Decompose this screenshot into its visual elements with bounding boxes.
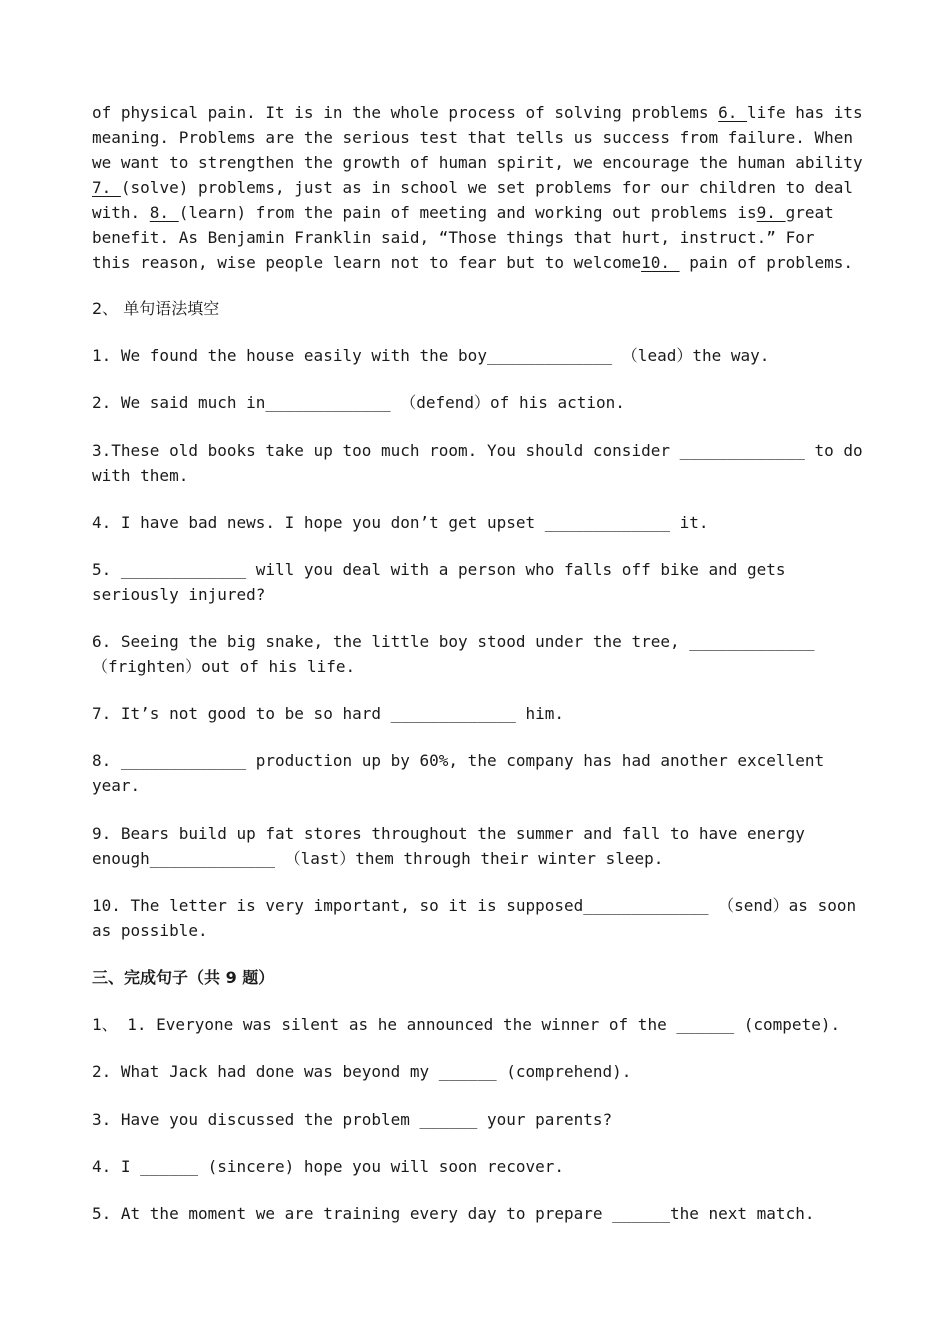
question-text: 4. I have bad news. I hope you don’t get upset _____________ it. — [92, 513, 709, 532]
text: with. — [92, 203, 150, 222]
passage-line: benefit. As Benjamin Franklin said, “Those things that hurt, instruct.” For — [92, 228, 815, 247]
question-text: year. — [92, 776, 141, 795]
question-text: 1、 1. Everyone was silent as he announced the winner of the ______ (compete). — [92, 1015, 841, 1034]
question-2-3 — [92, 438, 882, 488]
question-text: 5. At the moment we are training every day to prepare ______the next match. — [92, 1204, 815, 1223]
question-text: enough_____________ （last）them through their winter sleep. — [92, 849, 664, 868]
question-text: 7. It’s not good to be so hard _____________ him. — [92, 704, 565, 723]
question-3-4 — [92, 1154, 882, 1179]
heading-text: 三、完成句子（共 9 题） — [92, 968, 275, 987]
question-2-2 — [92, 390, 882, 415]
question-2-1 — [92, 343, 882, 368]
question-3-2 — [92, 1059, 882, 1084]
question-2-4 — [92, 510, 882, 535]
blank-6: 6. — [718, 103, 748, 122]
section-2-heading — [92, 296, 882, 321]
question-text: with them. — [92, 466, 189, 485]
question-2-10 — [92, 893, 882, 943]
text: (solve) problems, just as in school we set problems for our children to deal — [120, 178, 853, 197]
text: pain of problems. — [679, 253, 853, 272]
question-text: 4. I ______ (sincere) hope you will soon recover. — [92, 1157, 565, 1176]
passage-line: we want to strengthen the growth of human spirit, we encourage the human ability — [92, 153, 863, 172]
question-2-7 — [92, 701, 882, 726]
passage-line — [92, 175, 882, 200]
question-text: 8. _____________ production up by 60%, the company has had another excellent — [92, 751, 825, 770]
question-text: seriously injured? — [92, 585, 266, 604]
question-2-5 — [92, 557, 882, 607]
blank-8: 8. — [149, 203, 179, 222]
heading-text: 2、 单句语法填空 — [92, 299, 220, 318]
passage-line — [92, 100, 882, 125]
question-text: 3.These old books take up too much room. You should consider _____________ to do — [92, 441, 863, 460]
text: great — [785, 203, 834, 222]
text: of physical pain. It is in the whole process of solving problems — [92, 103, 719, 122]
question-text: 2. We said much in_____________ （defend）of his action. — [92, 393, 625, 412]
question-3-3 — [92, 1107, 882, 1132]
text: this reason, wise people learn not to fear but to welcome — [92, 253, 642, 272]
question-text: 2. What Jack had done was beyond my ______ (comprehend). — [92, 1062, 632, 1081]
text: (learn) from the pain of meeting and working out problems is — [178, 203, 757, 222]
section-3-heading — [92, 965, 882, 990]
question-text: 9. Bears build up fat stores throughout the summer and fall to have energy — [92, 824, 805, 843]
question-2-8 — [92, 748, 882, 798]
question-2-6 — [92, 629, 882, 679]
passage-line: meaning. Problems are the serious test that tells us success from failure. When — [92, 128, 853, 147]
question-text: 10. The letter is very important, so it is supposed_____________ （send）as soon — [92, 896, 857, 915]
question-text: 6. Seeing the big snake, the little boy stood under the tree, _____________ — [92, 632, 815, 651]
question-2-9 — [92, 821, 882, 871]
question-text: as possible. — [92, 921, 208, 940]
question-text: 1. We found the house easily with the boy_____________ （lead）the way. — [92, 346, 770, 365]
question-text: 5. _____________ will you deal with a person who falls off bike and gets — [92, 560, 786, 579]
cloze-passage — [92, 100, 882, 275]
question-text: 3. Have you discussed the problem ______ your parents? — [92, 1110, 613, 1129]
blank-9: 9. — [756, 203, 786, 222]
text: life has its — [747, 103, 863, 122]
question-3-1 — [92, 1012, 882, 1037]
blank-10: 10. — [641, 253, 680, 272]
passage-line — [92, 200, 882, 225]
question-text: （frighten）out of his life. — [92, 657, 356, 676]
passage-line — [92, 250, 882, 275]
blank-7: 7. — [92, 178, 121, 197]
question-3-5 — [92, 1201, 882, 1226]
